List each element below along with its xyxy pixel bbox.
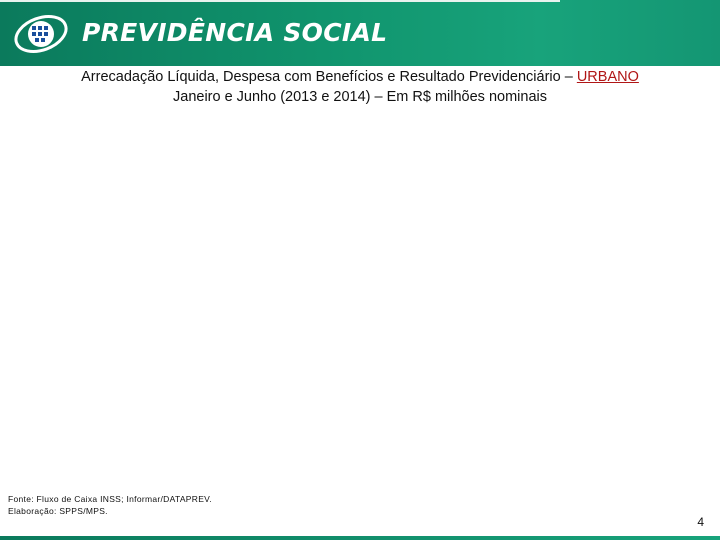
brand-title: PREVIDÊNCIA SOCIAL [82, 18, 388, 47]
footer-source-note [8, 493, 212, 517]
header-bar [0, 0, 720, 66]
bottom-bar [0, 536, 720, 540]
slide-title [0, 67, 720, 107]
page-number: 4 [697, 515, 704, 529]
header-top-line [0, 0, 560, 2]
credit-text: Elaboração: SPPS/MPS. [8, 506, 108, 516]
title-highlight-urbano: URBANO [576, 69, 639, 85]
title-line-1 [0, 67, 720, 87]
previdencia-logo-icon [12, 14, 70, 54]
title-line-1-text: Arrecadação Líquida, Despesa com Benefícios e Resultado Previdenciário – [81, 69, 577, 85]
source-text: Fonte: Fluxo de Caixa INSS; Informar/DATAPREV. [8, 494, 213, 504]
title-line-2: Janeiro e Junho (2013 e 2014) – Em R$ milhões nominais [173, 89, 547, 105]
